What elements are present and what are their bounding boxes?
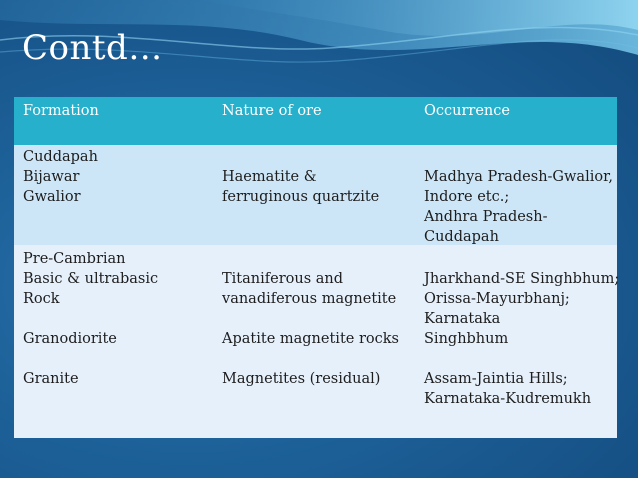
ore-line: ferruginous quartzite — [222, 189, 380, 205]
table-row — [14, 145, 617, 245]
occurrence-line: Assam-Jaintia Hills; — [424, 371, 568, 387]
occurrence-line: Indore etc.; — [424, 189, 510, 205]
occurrence-line: Orissa-Mayurbhanj; — [424, 291, 570, 307]
occurrence-line: Jharkhand-SE Singhbhum; — [424, 271, 620, 287]
formation-line: Granodiorite — [23, 331, 117, 347]
header-nature-of-ore: Nature of ore — [222, 103, 322, 119]
formation-line: Rock — [23, 291, 60, 307]
formation-line: Basic & ultrabasic — [23, 271, 159, 287]
header-formation: Formation — [23, 103, 99, 119]
ore-line: vanadiferous magnetite — [222, 291, 397, 307]
occurrence-line: Singhbhum — [424, 331, 509, 347]
ore-line: Apatite magnetite rocks — [222, 331, 399, 347]
formation-line: Cuddapah — [23, 149, 98, 165]
header-occurrence: Occurrence — [424, 103, 510, 119]
formation-line: Gwalior — [23, 189, 81, 205]
ore-table — [14, 97, 620, 438]
table-header — [14, 97, 617, 145]
ore-line: Titaniferous and — [222, 271, 344, 287]
slide-title: Contd… — [22, 28, 163, 68]
occurrence-line: Cuddapah — [424, 229, 499, 245]
ore-line: Haematite & — [222, 169, 317, 185]
ore-line: Magnetites (residual) — [222, 371, 381, 387]
occurrence-line: Karnataka-Kudremukh — [424, 391, 592, 407]
occurrence-line: Madhya Pradesh-Gwalior, — [424, 169, 614, 185]
formation-line: Bijawar — [23, 169, 80, 185]
occurrence-line: Karnataka — [424, 311, 501, 327]
formation-line: Pre-Cambrian — [23, 251, 126, 267]
formation-line: Granite — [23, 371, 79, 387]
table-row — [14, 245, 620, 438]
occurrence-line: Andhra Pradesh- — [424, 209, 548, 225]
